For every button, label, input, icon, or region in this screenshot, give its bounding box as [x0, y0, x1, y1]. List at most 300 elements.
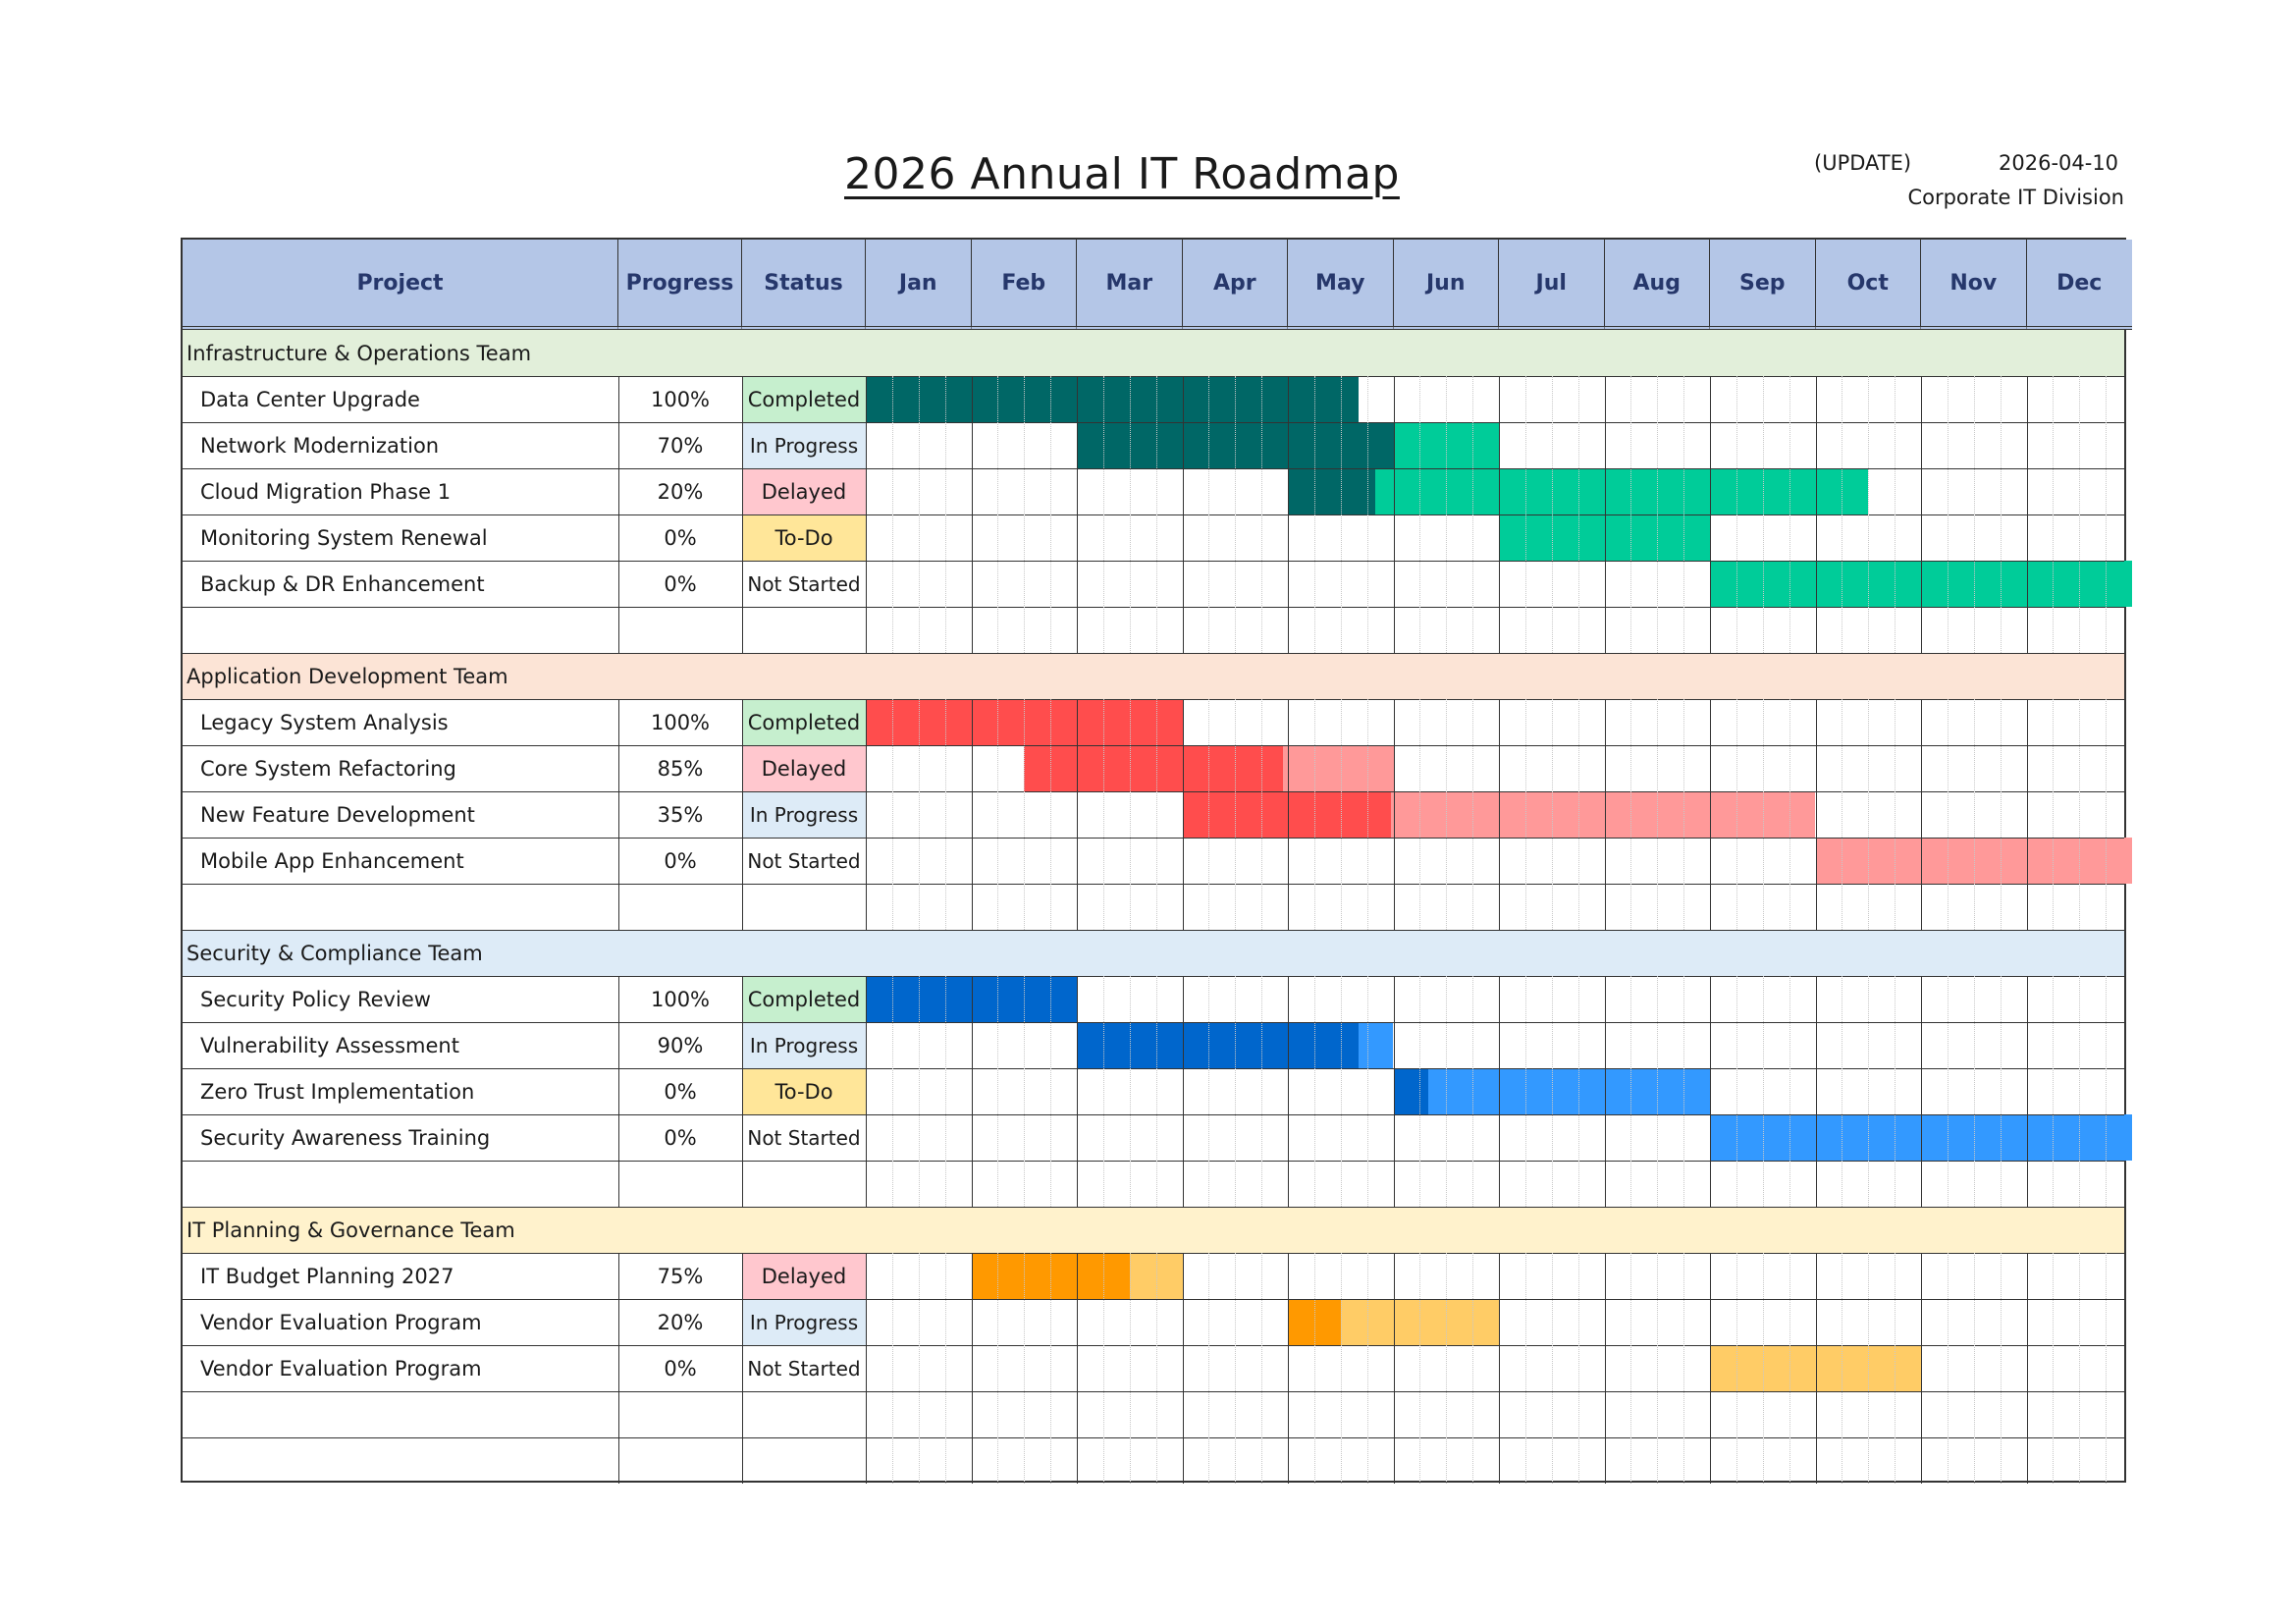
month-divider — [1077, 376, 1078, 653]
gantt-bar-remaining — [1283, 745, 1394, 791]
month-divider — [1183, 699, 1184, 930]
column-header-feb: Feb — [972, 240, 1078, 330]
week-gridline — [1974, 976, 1975, 1207]
row-divider — [183, 930, 2124, 931]
column-divider — [742, 1253, 743, 1484]
month-divider — [1288, 1253, 1289, 1484]
week-gridline — [1314, 699, 1315, 930]
week-gridline — [1895, 1253, 1896, 1484]
column-divider — [618, 1253, 619, 1484]
week-gridline — [1050, 699, 1051, 930]
week-gridline — [1525, 376, 1526, 653]
task-progress: 90% — [657, 1033, 704, 1057]
gantt-bar-done — [1024, 745, 1282, 791]
week-gridline — [2001, 376, 2002, 653]
week-gridline — [1261, 699, 1262, 930]
task-name: Network Modernization — [200, 433, 440, 458]
month-divider — [2027, 976, 2028, 1207]
week-gridline — [1156, 1253, 1157, 1484]
month-divider — [1921, 699, 1922, 930]
week-gridline — [1419, 376, 1420, 653]
week-gridline — [1948, 976, 1949, 1207]
task-name: Monitoring System Renewal — [200, 525, 488, 550]
week-gridline — [1208, 976, 1209, 1207]
week-gridline — [2079, 1253, 2080, 1484]
week-gridline — [1974, 1253, 1975, 1484]
week-gridline — [1683, 699, 1684, 930]
task-progress: 0% — [664, 525, 697, 550]
week-gridline — [1657, 376, 1658, 653]
column-divider — [866, 1253, 867, 1484]
row-divider — [183, 376, 2124, 377]
week-gridline — [1208, 376, 1209, 653]
week-gridline — [1789, 699, 1790, 930]
week-gridline — [1895, 976, 1896, 1207]
week-gridline — [892, 699, 893, 930]
week-gridline — [2106, 1253, 2107, 1484]
month-divider — [1605, 976, 1606, 1207]
status-badge: In Progress — [742, 1299, 866, 1345]
month-divider — [1816, 976, 1817, 1207]
row-divider — [183, 1068, 2124, 1069]
week-gridline — [1683, 976, 1684, 1207]
week-gridline — [1552, 376, 1553, 653]
gantt-bar-done — [1288, 468, 1375, 514]
month-divider — [1710, 1253, 1711, 1484]
week-gridline — [1657, 699, 1658, 930]
task-name: Security Policy Review — [200, 987, 431, 1011]
week-gridline — [2079, 699, 2080, 930]
month-divider — [2027, 699, 2028, 930]
week-gridline — [1156, 699, 1157, 930]
status-badge: To-Do — [742, 514, 866, 561]
week-gridline — [1683, 376, 1684, 653]
week-gridline — [1868, 1253, 1869, 1484]
team-band: Infrastructure & Operations Team — [183, 330, 2124, 376]
column-header-jun: Jun — [1394, 240, 1500, 330]
gantt-bar-done — [1183, 791, 1392, 838]
row-divider — [183, 422, 2124, 423]
week-gridline — [919, 976, 920, 1207]
week-gridline — [1130, 376, 1131, 653]
week-gridline — [1578, 1253, 1579, 1484]
week-gridline — [1763, 1253, 1764, 1484]
task-progress: 85% — [657, 756, 704, 781]
week-gridline — [1341, 376, 1342, 653]
row-divider — [183, 607, 2124, 608]
task-name: Vendor Evaluation Program — [200, 1310, 482, 1334]
row-divider — [183, 838, 2124, 839]
month-divider — [1288, 376, 1289, 653]
month-divider — [1816, 699, 1817, 930]
gantt-bar-remaining — [1375, 468, 1869, 514]
status-badge: Completed — [742, 699, 866, 745]
month-divider — [972, 976, 973, 1207]
month-divider — [1605, 699, 1606, 930]
month-divider — [1499, 699, 1500, 930]
week-gridline — [1525, 699, 1526, 930]
column-header-oct: Oct — [1816, 240, 1922, 330]
week-gridline — [1868, 699, 1869, 930]
week-gridline — [1235, 1253, 1236, 1484]
week-gridline — [1235, 976, 1236, 1207]
column-header-jan: Jan — [866, 240, 972, 330]
column-header-apr: Apr — [1183, 240, 1289, 330]
week-gridline — [997, 376, 998, 653]
week-gridline — [1578, 376, 1579, 653]
week-gridline — [2001, 1253, 2002, 1484]
column-divider — [866, 376, 867, 653]
week-gridline — [1261, 376, 1262, 653]
division-label: Corporate IT Division — [1907, 186, 2124, 209]
task-progress: 0% — [664, 1356, 697, 1380]
month-divider — [1921, 976, 1922, 1207]
task-progress: 100% — [650, 387, 711, 411]
status-badge: Delayed — [742, 1253, 866, 1299]
week-gridline — [1367, 1253, 1368, 1484]
week-gridline — [1024, 376, 1025, 653]
week-gridline — [1630, 976, 1631, 1207]
column-divider — [618, 376, 619, 653]
week-gridline — [1367, 699, 1368, 930]
gantt-bar-done — [1394, 1068, 1428, 1114]
month-divider — [1288, 976, 1289, 1207]
week-gridline — [1130, 1253, 1131, 1484]
month-divider — [1077, 699, 1078, 930]
week-gridline — [1367, 376, 1368, 653]
task-name: New Feature Development — [200, 802, 475, 827]
week-gridline — [945, 976, 946, 1207]
column-divider — [618, 976, 619, 1207]
row-divider — [183, 468, 2124, 469]
week-gridline — [997, 1253, 998, 1484]
week-gridline — [1261, 1253, 1262, 1484]
task-progress: 35% — [657, 802, 704, 827]
month-divider — [1499, 376, 1500, 653]
week-gridline — [1050, 976, 1051, 1207]
week-gridline — [1314, 1253, 1315, 1484]
column-header-may: May — [1288, 240, 1394, 330]
week-gridline — [1341, 1253, 1342, 1484]
row-divider — [183, 1437, 2124, 1438]
week-gridline — [945, 376, 946, 653]
month-divider — [1816, 1253, 1817, 1484]
month-divider — [1394, 376, 1395, 653]
status-badge: In Progress — [742, 791, 866, 838]
week-gridline — [2001, 699, 2002, 930]
month-divider — [1921, 376, 1922, 653]
week-gridline — [2053, 976, 2054, 1207]
month-divider — [972, 1253, 973, 1484]
month-divider — [1183, 976, 1184, 1207]
status-badge: Not Started — [742, 1345, 866, 1391]
week-gridline — [2106, 376, 2107, 653]
week-gridline — [1208, 1253, 1209, 1484]
week-gridline — [1552, 976, 1553, 1207]
week-gridline — [2079, 976, 2080, 1207]
week-gridline — [1683, 1253, 1684, 1484]
month-divider — [1288, 699, 1289, 930]
row-divider — [183, 699, 2124, 700]
task-name: Security Awareness Training — [200, 1125, 491, 1150]
column-divider — [742, 699, 743, 930]
task-name: Vulnerability Assessment — [200, 1033, 459, 1057]
status-badge: Delayed — [742, 745, 866, 791]
task-progress: 0% — [664, 848, 697, 873]
week-gridline — [2106, 976, 2107, 1207]
column-divider — [742, 376, 743, 653]
month-divider — [1394, 699, 1395, 930]
column-header-mar: Mar — [1077, 240, 1183, 330]
task-name: Data Center Upgrade — [200, 387, 420, 411]
week-gridline — [1103, 1253, 1104, 1484]
week-gridline — [1235, 699, 1236, 930]
task-progress: 70% — [657, 433, 704, 458]
week-gridline — [1578, 976, 1579, 1207]
row-divider — [183, 653, 2124, 654]
column-divider — [742, 976, 743, 1207]
row-divider — [183, 1299, 2124, 1300]
month-divider — [1077, 1253, 1078, 1484]
status-badge: Not Started — [742, 1114, 866, 1161]
status-badge: In Progress — [742, 422, 866, 468]
week-gridline — [1024, 1253, 1025, 1484]
week-gridline — [1341, 976, 1342, 1207]
week-gridline — [1525, 976, 1526, 1207]
week-gridline — [945, 699, 946, 930]
week-gridline — [1103, 976, 1104, 1207]
gantt-bar-remaining — [1428, 1068, 1710, 1114]
week-gridline — [1552, 1253, 1553, 1484]
week-gridline — [919, 376, 920, 653]
task-progress: 20% — [657, 1310, 704, 1334]
week-gridline — [1895, 699, 1896, 930]
week-gridline — [1763, 376, 1764, 653]
task-progress: 0% — [664, 571, 697, 596]
week-gridline — [1763, 699, 1764, 930]
task-name: Cloud Migration Phase 1 — [200, 479, 452, 504]
task-progress: 100% — [650, 710, 711, 734]
status-badge: Completed — [742, 376, 866, 422]
month-divider — [1605, 1253, 1606, 1484]
week-gridline — [1472, 976, 1473, 1207]
team-band: Application Development Team — [183, 653, 2124, 699]
week-gridline — [1974, 376, 1975, 653]
week-gridline — [1261, 976, 1262, 1207]
task-name: Legacy System Analysis — [200, 710, 449, 734]
gantt-table — [181, 238, 2126, 1483]
week-gridline — [2053, 1253, 2054, 1484]
month-divider — [2027, 1253, 2028, 1484]
column-divider — [618, 699, 619, 930]
week-gridline — [1578, 699, 1579, 930]
task-progress: 0% — [664, 1079, 697, 1104]
column-header-aug: Aug — [1605, 240, 1711, 330]
row-divider — [183, 791, 2124, 792]
month-divider — [1077, 976, 1078, 1207]
gantt-bar-remaining — [1359, 1022, 1393, 1068]
week-gridline — [1763, 976, 1764, 1207]
week-gridline — [892, 1253, 893, 1484]
week-gridline — [1895, 376, 1896, 653]
week-gridline — [1103, 699, 1104, 930]
week-gridline — [1156, 976, 1157, 1207]
week-gridline — [2053, 699, 2054, 930]
row-divider — [183, 1207, 2124, 1208]
row-divider — [183, 561, 2124, 562]
month-divider — [1394, 1253, 1395, 1484]
week-gridline — [1868, 376, 1869, 653]
month-divider — [1499, 1253, 1500, 1484]
month-divider — [1394, 976, 1395, 1207]
status-badge: In Progress — [742, 1022, 866, 1068]
column-divider — [866, 976, 867, 1207]
task-progress: 75% — [657, 1264, 704, 1288]
gantt-bar-remaining — [1391, 791, 1815, 838]
week-gridline — [1657, 1253, 1658, 1484]
week-gridline — [892, 376, 893, 653]
week-gridline — [1446, 699, 1447, 930]
week-gridline — [892, 976, 893, 1207]
month-divider — [972, 376, 973, 653]
task-progress: 0% — [664, 1125, 697, 1150]
week-gridline — [1130, 699, 1131, 930]
status-badge: Delayed — [742, 468, 866, 514]
week-gridline — [2001, 976, 2002, 1207]
month-divider — [1710, 976, 1711, 1207]
task-progress: 100% — [650, 987, 711, 1011]
column-header-dec: Dec — [2027, 240, 2133, 330]
week-gridline — [919, 1253, 920, 1484]
column-header-jul: Jul — [1499, 240, 1605, 330]
week-gridline — [1736, 376, 1737, 653]
week-gridline — [1314, 976, 1315, 1207]
week-gridline — [1050, 1253, 1051, 1484]
week-gridline — [1367, 976, 1368, 1207]
week-gridline — [919, 699, 920, 930]
task-name: Core System Refactoring — [200, 756, 456, 781]
week-gridline — [2106, 699, 2107, 930]
week-gridline — [1024, 976, 1025, 1207]
update-label: (UPDATE) — [1814, 151, 1912, 175]
gantt-bar-done — [866, 376, 1359, 422]
task-name: IT Budget Planning 2027 — [200, 1264, 454, 1288]
task-progress: 20% — [657, 479, 704, 504]
week-gridline — [1103, 376, 1104, 653]
week-gridline — [1948, 1253, 1949, 1484]
week-gridline — [1446, 976, 1447, 1207]
row-divider — [183, 1391, 2124, 1392]
week-gridline — [1736, 699, 1737, 930]
week-gridline — [1235, 376, 1236, 653]
week-gridline — [1948, 376, 1949, 653]
week-gridline — [1472, 1253, 1473, 1484]
row-divider — [183, 884, 2124, 885]
week-gridline — [1657, 976, 1658, 1207]
month-divider — [1921, 1253, 1922, 1484]
week-gridline — [1419, 699, 1420, 930]
team-band: Security & Compliance Team — [183, 930, 2124, 976]
row-divider — [183, 745, 2124, 746]
month-divider — [2027, 376, 2028, 653]
column-header-nov: Nov — [1921, 240, 2027, 330]
month-divider — [1710, 376, 1711, 653]
week-gridline — [2079, 376, 2080, 653]
week-gridline — [1789, 1253, 1790, 1484]
column-header-progress: Progress — [618, 240, 742, 330]
week-gridline — [1419, 976, 1420, 1207]
status-badge: Not Started — [742, 561, 866, 607]
month-divider — [1183, 376, 1184, 653]
team-band: IT Planning & Governance Team — [183, 1207, 2124, 1253]
week-gridline — [1868, 976, 1869, 1207]
row-divider — [183, 976, 2124, 977]
week-gridline — [1208, 699, 1209, 930]
week-gridline — [1446, 1253, 1447, 1484]
month-divider — [1816, 376, 1817, 653]
week-gridline — [1130, 976, 1131, 1207]
page-title: 2026 Annual IT Roadmap — [844, 149, 1400, 199]
week-gridline — [1630, 699, 1631, 930]
column-header-project: Project — [183, 240, 618, 330]
week-gridline — [1156, 376, 1157, 653]
week-gridline — [1419, 1253, 1420, 1484]
week-gridline — [1789, 976, 1790, 1207]
week-gridline — [1948, 699, 1949, 930]
task-name: Mobile App Enhancement — [200, 848, 464, 873]
status-badge: Completed — [742, 976, 866, 1022]
task-name: Zero Trust Implementation — [200, 1079, 475, 1104]
row-divider — [183, 514, 2124, 515]
week-gridline — [1736, 1253, 1737, 1484]
task-name: Vendor Evaluation Program — [200, 1356, 482, 1380]
week-gridline — [1630, 1253, 1631, 1484]
month-divider — [1183, 1253, 1184, 1484]
week-gridline — [1024, 699, 1025, 930]
week-gridline — [997, 699, 998, 930]
row-divider — [183, 1022, 2124, 1023]
week-gridline — [1472, 699, 1473, 930]
row-divider — [183, 1161, 2124, 1162]
month-divider — [972, 699, 973, 930]
month-divider — [1605, 376, 1606, 653]
week-gridline — [1789, 376, 1790, 653]
month-divider — [1710, 699, 1711, 930]
week-gridline — [1446, 376, 1447, 653]
status-badge: Not Started — [742, 838, 866, 884]
month-divider — [1499, 976, 1500, 1207]
week-gridline — [1050, 376, 1051, 653]
column-header-status: Status — [742, 240, 866, 330]
week-gridline — [1736, 976, 1737, 1207]
column-divider — [866, 699, 867, 930]
week-gridline — [945, 1253, 946, 1484]
week-gridline — [1472, 376, 1473, 653]
document-date: 2026-04-10 — [1999, 151, 2119, 175]
row-divider — [183, 1114, 2124, 1115]
week-gridline — [1552, 699, 1553, 930]
week-gridline — [997, 976, 998, 1207]
gantt-bar-done — [1077, 1022, 1359, 1068]
week-gridline — [1525, 1253, 1526, 1484]
row-divider — [183, 1345, 2124, 1346]
week-gridline — [1314, 376, 1315, 653]
row-divider — [183, 1253, 2124, 1254]
task-name: Backup & DR Enhancement — [200, 571, 485, 596]
week-gridline — [1341, 699, 1342, 930]
week-gridline — [1630, 376, 1631, 653]
week-gridline — [2053, 376, 2054, 653]
